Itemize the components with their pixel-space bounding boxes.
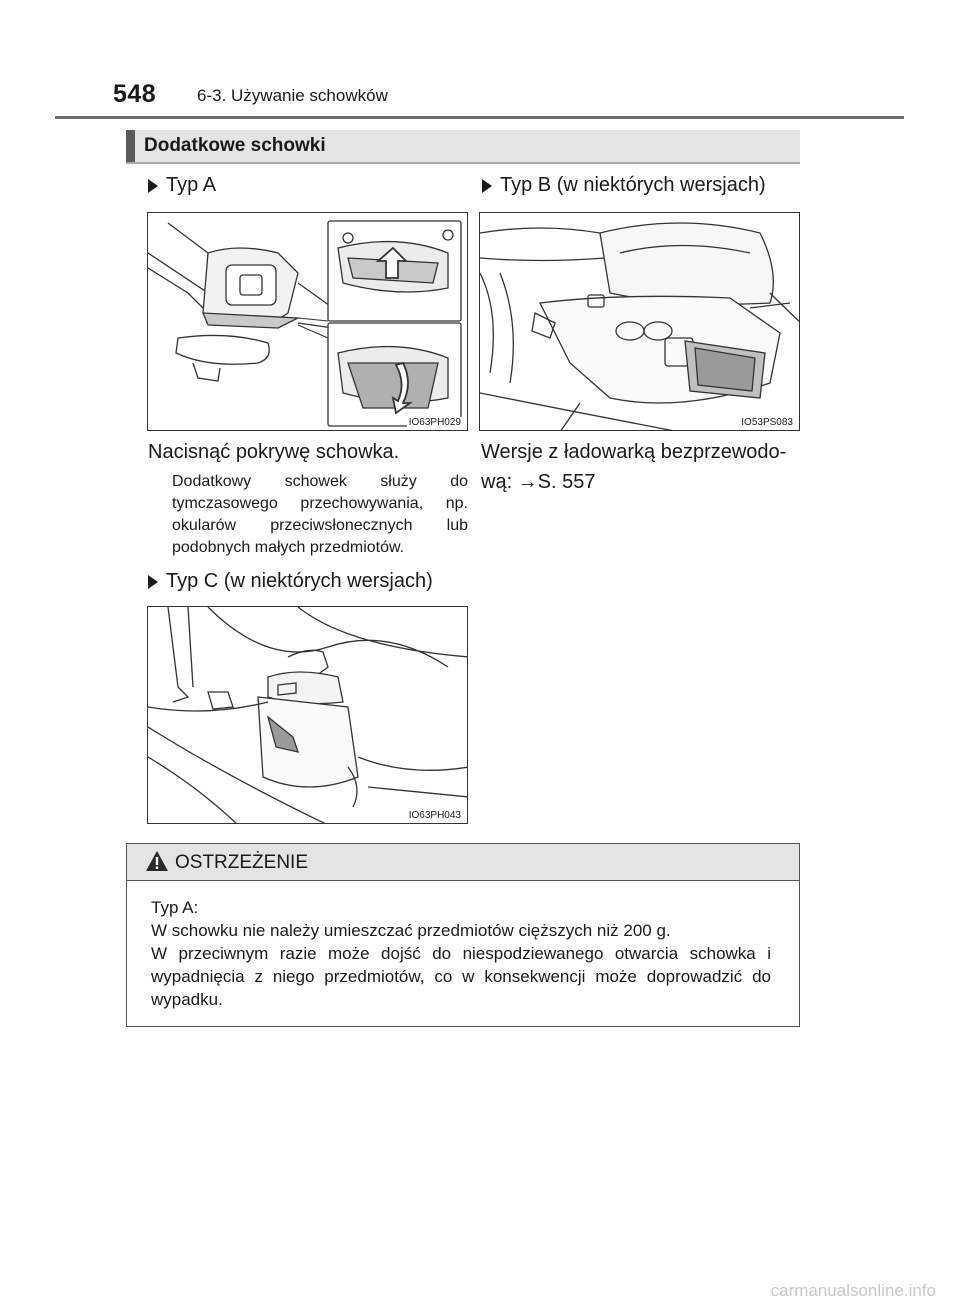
type-b-caption-line2: wą: →S. 557 [481, 471, 596, 493]
type-c-heading [148, 570, 433, 593]
bullet-triangle-icon [148, 575, 158, 589]
section-title: Dodatkowe schowki [144, 135, 326, 156]
warning-line: W schowku nie należy umieszczać przedmiotów cięższych niż 200 g. [151, 921, 671, 940]
bullet-triangle-icon [482, 179, 492, 193]
image-code: IO53PS083 [741, 417, 793, 428]
type-b-heading [482, 174, 766, 197]
type-c-heading-text: Typ C (w niektórych wersjach) [166, 570, 433, 592]
type-a-caption: Nacisnąć pokrywę schowka. [148, 441, 400, 463]
bullet-triangle-icon [148, 179, 158, 193]
type-a-heading [148, 174, 216, 197]
type-b-heading-text: Typ B (w niektórych wersjach) [500, 174, 766, 196]
warning-line: Typ A: [151, 898, 199, 917]
section-title-bar [126, 130, 800, 164]
overhead-console-illustration [148, 213, 468, 431]
warning-triangle-icon [145, 850, 169, 872]
watermark: carmanualsonline.info [770, 1281, 936, 1300]
type-a-note: Dodatkowy schowek służy do tymczasowego przechowywania, np. okularów przeciwsłonecznych lub podobnych małych przedmiotów. [172, 473, 468, 556]
image-code: IO63PH043 [408, 810, 461, 821]
center-console-illustration [480, 213, 800, 431]
type-b-figure [479, 212, 800, 431]
warning-text [151, 896, 771, 1011]
header-rule [55, 116, 904, 119]
type-b-caption-line1: Wersje z ładowarką bezprzewodo- [481, 441, 787, 463]
warning-line: W przeciwnym razie może dojść do niespodziewanego otwarcia schowka i wypadnięcia z niego przedmiotów, co w konsekwencji może doprowadzić do wypadku. [151, 944, 771, 1009]
chapter-title: 6-3. Używanie schowków [197, 86, 388, 105]
warning-title: OSTRZEŻENIE [175, 852, 309, 873]
section-stripe [126, 130, 135, 162]
warning-header [127, 844, 799, 881]
type-c-figure [147, 606, 468, 824]
image-code: IO63PH029 [408, 417, 461, 428]
warning-box [126, 843, 800, 1027]
page-number: 548 [113, 80, 157, 108]
rear-seat-storage-illustration [148, 607, 468, 824]
type-a-figure [147, 212, 468, 431]
type-a-heading-text: Typ A [166, 174, 217, 196]
